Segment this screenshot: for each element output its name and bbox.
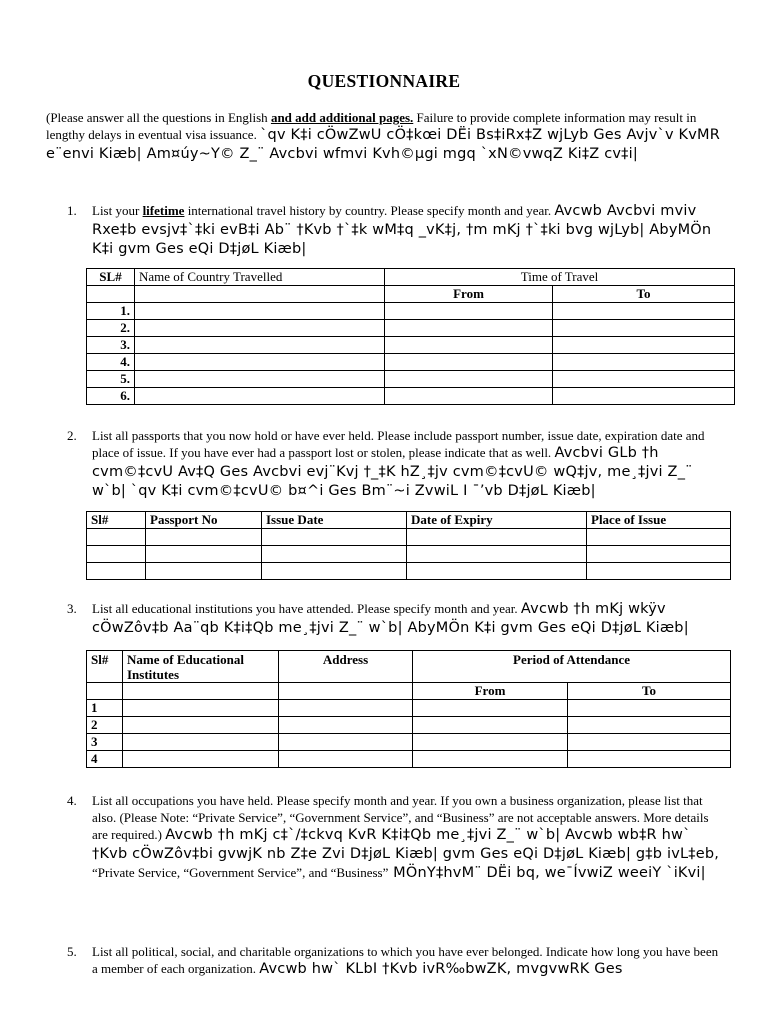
table-cell[interactable]: [146, 546, 262, 563]
question-number: 2.: [67, 428, 77, 443]
question-text-continued: international travel history by country. Please specify month and year.: [184, 203, 555, 218]
table-cell[interactable]: [568, 700, 731, 717]
table-cell[interactable]: [568, 751, 731, 768]
country-cell[interactable]: [135, 337, 385, 354]
table-row: [87, 546, 731, 563]
column-header-passport-no: Passport No: [146, 512, 262, 529]
from-cell[interactable]: [385, 388, 553, 405]
table-cell[interactable]: [587, 546, 731, 563]
row-number: 4: [87, 751, 123, 768]
table-cell[interactable]: [146, 529, 262, 546]
table-row: [87, 337, 735, 354]
to-cell[interactable]: [553, 303, 735, 320]
table-row: [87, 303, 735, 320]
table-cell[interactable]: [279, 734, 413, 751]
question-text: List all political, social, and charitable organizations to which you have ever belonged. Indicate how long you have been a member of each organization.: [92, 944, 719, 976]
table-row: [87, 700, 731, 717]
to-cell[interactable]: [553, 388, 735, 405]
page-title: QUESTIONNAIRE: [307, 71, 461, 91]
column-header-sl: SL#: [87, 269, 135, 286]
table-cell[interactable]: [87, 546, 146, 563]
table-row: [87, 717, 731, 734]
question-bengali: Avcwb Avcbvi mviv Rxe‡b evsjv‡`‡ki evB‡i Ab¨ †Kvb †`‡k wM‡q _vK‡j, †m mKj †`‡ki bvg wjLyb| AbyMÖn K‡i gvm Ges eQi D‡jøL Kiæb|: [92, 203, 712, 257]
table-cell[interactable]: [87, 529, 146, 546]
table-cell[interactable]: [568, 734, 731, 751]
travel-history-table: [86, 268, 735, 405]
row-number: 1.: [87, 303, 135, 320]
row-number: 4.: [87, 354, 135, 371]
question-5: [67, 943, 723, 979]
table-row: [87, 563, 731, 580]
question-quoted-text: “Private Service, “Government Service”, and “Business”: [92, 865, 389, 880]
passport-table: [86, 511, 731, 580]
question-text: List all occupations you have held. Please specify month and year. If you own a business organization, please list that also. (Please Note: “Private Service”, “Government Service”, and “Business” are not acceptable answers. More details are required.): [92, 793, 709, 842]
intro-emphasis: and add additional pages.: [270, 110, 414, 125]
column-header-to: To: [568, 683, 731, 700]
table-cell[interactable]: [279, 717, 413, 734]
table-row: [87, 388, 735, 405]
table-cell[interactable]: [407, 529, 587, 546]
column-header-period-of-attendance: Period of Attendance: [413, 651, 731, 683]
intro-text: (Please answer all the questions in English: [46, 110, 271, 125]
question-bengali-continued: MÖnY‡hvM¨ DËi bq, we¯ÍvwiZ weeiY `iKvi|: [388, 865, 706, 881]
intro-bengali: `qv K‡i cÖwZwU cÖ‡kœi DËi Bs‡iRx‡Z wjLyb Ges Avjv`v KvMR e¨envi Kiæb| Am¤úy~Y© Z_¨ Avcbvi wfmvi Kvh©µgi mgq `xN©vwqZ Ki‡Z cv‡i|: [46, 127, 721, 162]
question-bengali: Avcwb hw` KLbI †Kvb ivR‰bwZK, mvgvwRK Ges: [259, 961, 623, 977]
to-cell[interactable]: [553, 371, 735, 388]
table-cell[interactable]: [87, 563, 146, 580]
question-2: [67, 427, 723, 501]
table-cell[interactable]: [587, 529, 731, 546]
to-cell[interactable]: [553, 354, 735, 371]
column-header-country: Name of Country Travelled: [135, 269, 385, 286]
column-header-sl: Sl#: [87, 512, 146, 529]
row-number: 3: [87, 734, 123, 751]
question-number: 3.: [67, 601, 77, 616]
intro-paragraph: [46, 110, 724, 164]
row-number: 6.: [87, 388, 135, 405]
to-cell[interactable]: [553, 337, 735, 354]
table-cell[interactable]: [407, 563, 587, 580]
column-header-from: From: [385, 286, 553, 303]
table-cell[interactable]: [262, 529, 407, 546]
table-cell[interactable]: [123, 751, 279, 768]
table-cell[interactable]: [587, 563, 731, 580]
question-bengali: Avcwb †h mKj wkÿv cÖwZôv‡b Aa¨qb K‡i‡Qb me¸‡jvi Z_¨ w`b| AbyMÖn K‡i gvm Ges eQi D‡jøL Kiæb|: [92, 601, 689, 636]
table-cell[interactable]: [413, 700, 568, 717]
table-cell[interactable]: [279, 700, 413, 717]
table-row: [87, 371, 735, 388]
table-cell[interactable]: [262, 546, 407, 563]
table-row: [87, 354, 735, 371]
country-cell[interactable]: [135, 320, 385, 337]
row-number: 5.: [87, 371, 135, 388]
table-cell[interactable]: [123, 717, 279, 734]
question-number: 4.: [67, 793, 77, 808]
question-4: [67, 792, 723, 883]
column-header-date-of-expiry: Date of Expiry: [407, 512, 587, 529]
education-table: [86, 650, 731, 768]
column-header-to: To: [553, 286, 735, 303]
column-header-institute-name: Name of Educational Institutes: [123, 651, 279, 683]
table-cell[interactable]: [279, 751, 413, 768]
table-cell[interactable]: [123, 700, 279, 717]
country-cell[interactable]: [135, 388, 385, 405]
row-number: 1: [87, 700, 123, 717]
question-bengali: Avcwb †h mKj c‡`/‡ckvq KvR K‡i‡Qb me¸‡jvi Z_¨ w`b| Avcwb wb‡R hw` †Kvb cÖwZôv‡bi gvwjK nb Z‡e Zvi D‡jøL Kiæb| gvm Ges eQi D‡jøL Kiæb| g‡b ivL‡eb,: [92, 827, 720, 862]
table-cell[interactable]: [407, 546, 587, 563]
to-cell[interactable]: [553, 320, 735, 337]
column-header-time-of-travel: Time of Travel: [385, 269, 735, 286]
table-row: [87, 751, 731, 768]
row-number: 2: [87, 717, 123, 734]
question-3: [67, 600, 723, 638]
from-cell[interactable]: [385, 371, 553, 388]
question-bengali: Avcbvi GLb †h cvm©‡cvU Av‡Q Ges Avcbvi evj¨Kvj †_‡K hZ¸‡jv cvm©‡cvU© wQ‡jv, me¸‡jvi Z_¨ w`b| `qv K‡i cvm©‡cvU© b¤^i Ges Bm¨~i ZvwiL I ¯’vb D‡jøL Kiæb|: [92, 445, 693, 499]
table-cell[interactable]: [146, 563, 262, 580]
column-header-from: From: [413, 683, 568, 700]
column-header-issue-date: Issue Date: [262, 512, 407, 529]
table-row: [87, 529, 731, 546]
table-cell[interactable]: [413, 751, 568, 768]
country-cell[interactable]: [135, 371, 385, 388]
column-header-address: Address: [279, 651, 413, 683]
country-cell[interactable]: [135, 303, 385, 320]
row-number: 3.: [87, 337, 135, 354]
table-cell[interactable]: [123, 734, 279, 751]
column-header-place-of-issue: Place of Issue: [587, 512, 731, 529]
table-cell[interactable]: [413, 717, 568, 734]
question-number: 5.: [67, 944, 77, 959]
column-header-sl: Sl#: [87, 651, 123, 683]
question-number: 1.: [67, 203, 77, 218]
question-emphasis: lifetime: [142, 203, 185, 218]
intro-text-continued: Failure to provide complete information may result in lengthy delays in eventual visa issuance.: [46, 110, 697, 142]
from-cell[interactable]: [385, 303, 553, 320]
country-cell[interactable]: [135, 354, 385, 371]
question-text: List your: [92, 203, 143, 218]
from-cell[interactable]: [385, 320, 553, 337]
question-1: [67, 202, 723, 259]
table-cell[interactable]: [413, 734, 568, 751]
question-text: List all educational institutions you have attended. Please specify month and year.: [92, 601, 521, 616]
question-text: List all passports that you now hold or have ever held. Please include passport number, issue date, expiration date and place of issue. If you have ever had a passport lost or stolen, please indicate that as well.: [92, 428, 705, 460]
table-cell[interactable]: [568, 717, 731, 734]
from-cell[interactable]: [385, 354, 553, 371]
row-number: 2.: [87, 320, 135, 337]
from-cell[interactable]: [385, 337, 553, 354]
table-row: [87, 734, 731, 751]
table-cell[interactable]: [262, 563, 407, 580]
table-row: [87, 320, 735, 337]
